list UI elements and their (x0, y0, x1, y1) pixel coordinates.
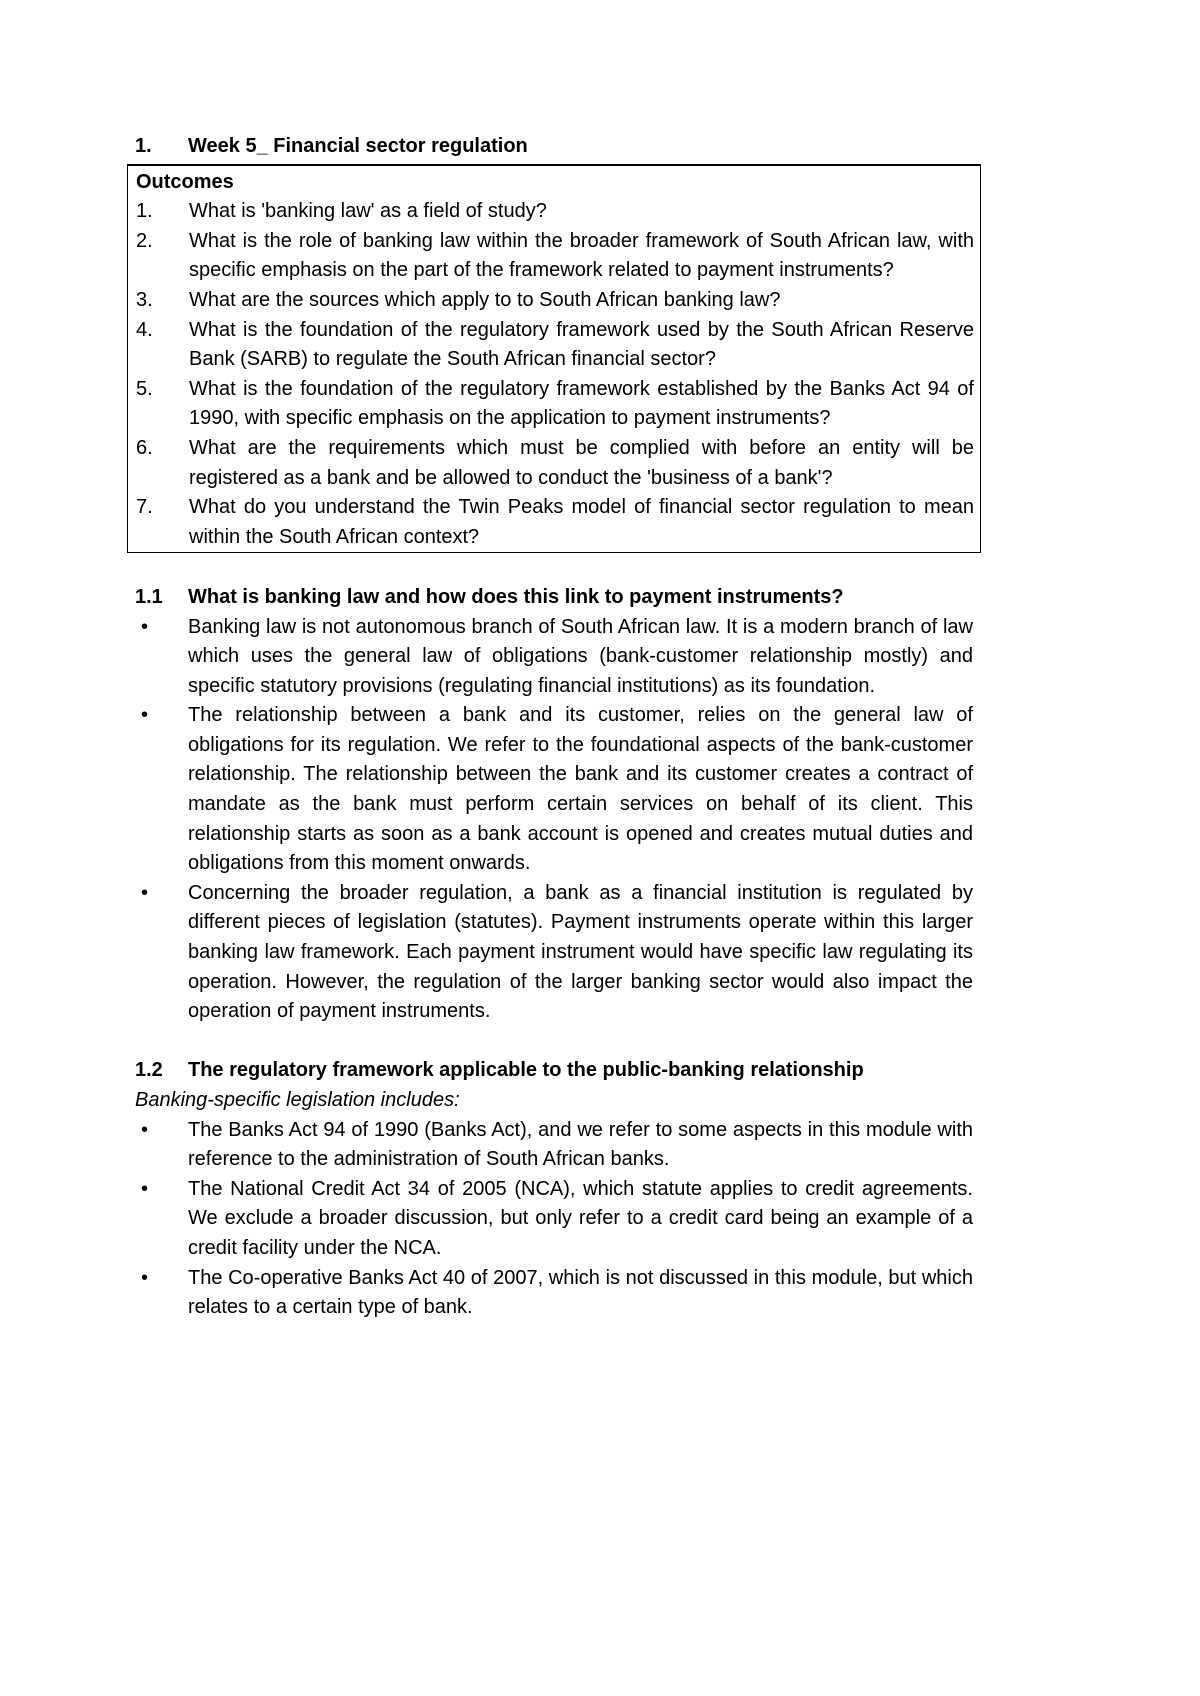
outcomes-box (127, 164, 981, 554)
outcome-item (136, 286, 974, 316)
outcome-number: 6. (136, 436, 153, 459)
outcome-number: 1. (136, 200, 153, 223)
outcomes-title: Outcomes (136, 170, 234, 193)
outcome-text: What are the requirements which must be complied with before an entity will be registered as a bank and be allowed to conduct the 'business of a bank'? (189, 436, 974, 489)
bullet-icon: • (141, 704, 149, 727)
section-title: The regulatory framework applicable to the public-banking relationship (188, 1059, 864, 1082)
document-page (135, 132, 973, 1323)
section-title: What is banking law and how does this link to payment instruments? (188, 585, 844, 608)
outcome-text: What is the role of banking law within the broader framework of South African law, with specific emphasis on the part of the framework related to payment instruments? (189, 229, 974, 282)
outcome-text: What is the foundation of the regulatory framework established by the Banks Act 94 of 1990, with specific emphasis on the application to payment instruments? (189, 377, 974, 430)
outcome-item (136, 375, 974, 434)
outcome-item (136, 316, 974, 375)
bullet-item (135, 1264, 973, 1323)
outcome-item (136, 197, 974, 227)
section-1-1-bullets (135, 613, 973, 1027)
heading-number: 1. (135, 135, 152, 157)
bullet-item (135, 1116, 973, 1175)
section-1-2-bullets (135, 1116, 973, 1323)
bullet-item (135, 879, 973, 1027)
outcome-item (136, 493, 974, 552)
outcome-number: 7. (136, 496, 153, 519)
outcome-text: What is the foundation of the regulatory framework used by the South African Reserve Bank (SARB) to regulate the South African financial sector? (189, 318, 974, 371)
bullet-icon: • (141, 1177, 149, 1200)
main-heading (135, 132, 973, 162)
outcome-text: What do you understand the Twin Peaks model of financial sector regulation to mean within the South African context? (189, 496, 974, 548)
heading-title: Week 5_ Financial sector regulation (188, 135, 528, 157)
section-number: 1.2 (135, 1059, 163, 1082)
bullet-text: Banking law is not autonomous branch of South African law. It is a modern branch of law which uses the general law of obligations (bank-customer relationship mostly) and specific statutory provisions (regulating financial institutions) as its foundation. (188, 615, 973, 697)
bullet-item (135, 613, 973, 702)
bullet-text: The relationship between a bank and its customer, relies on the general law of obligations for its regulation. We refer to the foundational aspects of the bank-customer relationship. The relationship between the bank and its customer creates a contract of mandate as the bank must perform certain services on behalf of its client. This relationship starts as soon as a bank account is opened and creates mutual duties and obligations from this moment onwards. (188, 704, 973, 875)
outcome-number: 5. (136, 377, 153, 400)
outcome-item (136, 227, 974, 286)
bullet-text: The Banks Act 94 of 1990 (Banks Act), and we refer to some aspects in this module with reference to the administration of South African banks. (188, 1118, 973, 1171)
section-intro: Banking-specific legislation includes: (135, 1089, 460, 1111)
bullet-icon: • (141, 615, 149, 638)
outcome-text: What is 'banking law' as a field of study? (189, 200, 547, 223)
outcome-item (136, 434, 974, 493)
bullet-item (135, 701, 973, 879)
section-1-2-heading (135, 1056, 973, 1086)
bullet-text: The Co-operative Banks Act 40 of 2007, which is not discussed in this module, but which relates to a certain type of bank. (188, 1266, 973, 1319)
section-1-1-heading (135, 583, 973, 613)
outcome-number: 3. (136, 288, 153, 311)
bullet-icon: • (141, 881, 149, 904)
bullet-icon: • (141, 1266, 149, 1289)
section-number: 1.1 (135, 585, 163, 608)
bullet-icon: • (141, 1118, 149, 1141)
outcomes-list (136, 197, 974, 552)
bullet-text: The National Credit Act 34 of 2005 (NCA), which statute applies to credit agreements. We exclude a broader discussion, but only refer to a credit card being an example of a credit facility under the NCA. (188, 1177, 973, 1259)
bullet-item (135, 1175, 973, 1264)
outcome-number: 4. (136, 318, 153, 341)
outcome-number: 2. (136, 229, 153, 252)
outcome-text: What are the sources which apply to to South African banking law? (189, 288, 781, 311)
bullet-text: Concerning the broader regulation, a bank as a financial institution is regulated by different pieces of legislation (statutes). Payment instruments operate within this larger banking law framework. Each payment instrument would have specific law regulating its operation. However, the regulation of the larger banking sector would also impact the operation of payment instruments. (188, 881, 973, 1023)
